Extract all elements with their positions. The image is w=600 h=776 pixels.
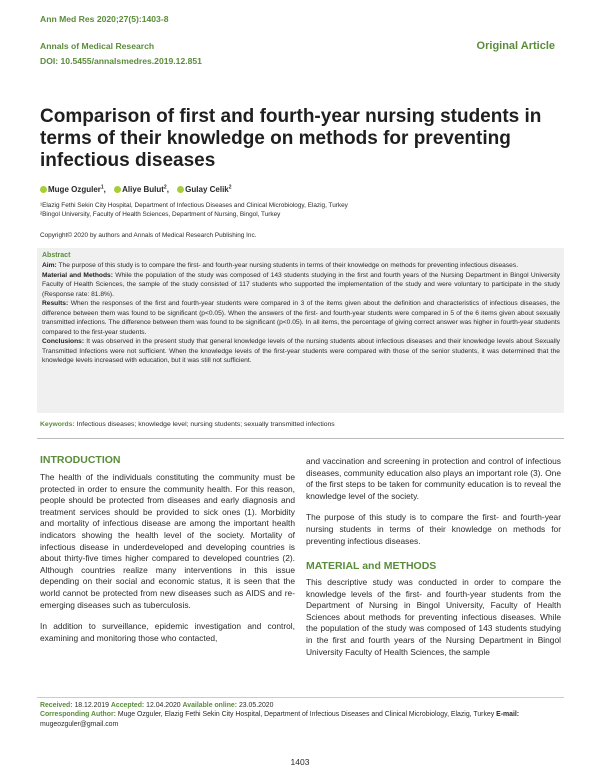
footer-divider [37, 697, 564, 698]
right-column [306, 456, 561, 557]
paragraph: The health of the individuals constituting the community must be protected in order to ensure the community health. For this reason, people should be protected from diseases and early diagnosis and treatment services should be provided to sick ones (1). Morbidity and mortality of infectious disease are among the important health indicators showing the health level of the society. Mortality of infectious disease in underdeveloped and developing countries is about thirty-five times higher compared to developed countries (2). Although countries realize many interventions in this issue depending on their social and economic status, it is seen that the world cannot be protected from new diseases such as AIDS and re-emerging diseases such as tuberculosis. [40, 472, 295, 610]
page-number: 1403 [290, 757, 310, 767]
citation: Ann Med Res 2020;27(5):1403-8 [40, 14, 169, 24]
article-title: Comparison of first and fourth-year nursing students in terms of their knowledge on methods for preventing infectious diseases [40, 106, 542, 171]
paragraph: The purpose of this study is to compare the first- and fourth-year nursing students in terms of their knowledge on methods for preventing infectious diseases. [306, 512, 561, 546]
paragraph: and vaccination and screening in protection and control of infectious diseases, community education also plays an important role (3). One of the first steps to be taken for community education is to reveal the knowledge level of the society. [306, 456, 561, 501]
introduction-heading: INTRODUCTION [40, 454, 121, 466]
affiliation: ²Bingol University, Faculty of Health Sciences, Department of Nursing, Bingol, Turkey [40, 211, 281, 218]
footer [40, 701, 562, 729]
email-link[interactable]: mugeozguler@gmail.com [40, 720, 119, 728]
author[interactable]: Gulay Celik$^2$ [177, 185, 231, 194]
journal-name: Annals of Medical Research [40, 41, 155, 51]
right-column-material [306, 577, 561, 668]
material-methods-heading: MATERIAL and METHODS [306, 560, 437, 572]
orcid-icon[interactable] [114, 186, 121, 193]
abstract-conclusions: Conclusions: It was observed in the present study that general knowledge levels of the nursing students about infectious diseases and their knowledge levels about Sexually Transmitted Infections were not sufficient. When the knowledge levels of the first-year students were compared with those of the senior students, it was determined that the knowledge levels increased with education, but it was still not sufficient. [42, 338, 560, 364]
paragraph: This descriptive study was conducted in order to compare the knowledge levels of the first- and fourth-year students from the Department of Nursing in Bingol University, Faculty of Health Sciences about methods for preventing infectious diseases. While the population of the study was composed of 143 students studying in the first and fourth years of the Nursing Department in Bingol University Faculty of Health Sciences, the sample [306, 577, 561, 657]
copyright-notice: Copyright© 2020 by authors and Annals of Medical Research Publishing Inc. [40, 232, 257, 239]
author-list [40, 184, 238, 194]
orcid-icon[interactable] [177, 186, 184, 193]
abstract-heading: Abstract [42, 252, 71, 259]
author[interactable]: Aliye Bulut$^2$, [114, 185, 169, 194]
paragraph: In addition to surveillance, epidemic investigation and control, examining and monitoring those who contacted, [40, 621, 295, 643]
affiliation: ¹Elazig Fethi Sekin City Hospital, Department of Infectious Diseases and Clinical Microbiology, Elazig, Turkey [40, 202, 348, 209]
orcid-icon[interactable] [40, 186, 47, 193]
corresponding-author: Corresponding Author: Muge Ozguler, Elazig Fethi Sekin City Hospital, Department of Infectious Diseases and Clinical Microbiology, Elazig, Turkey E-mail: mugeozguler@gmail.com [40, 711, 520, 728]
keywords: Keywords: Infectious diseases; knowledge level; nursing students; sexually transmitted infections [40, 421, 335, 428]
section-divider [37, 438, 564, 439]
abstract-aim: Aim: The purpose of this study is to compare the first- and fourth-year nursing students in terms of their knowledge on methods for preventing infectious diseases. [42, 262, 519, 269]
article-type: Original Article [476, 40, 555, 52]
abstract-methods: Material and Methods: While the population of the study was composed of 143 students studying in the first and fourth years of the Nursing Department in Bingol University Faculty of Health Sciences, the sample of the study consisted of 117 students who supported the implementation of the study and were voluntary to participate in the study (Response rate: 81.8%). [42, 271, 560, 298]
author[interactable]: Muge Ozguler$^1$, [40, 185, 106, 194]
abstract-results: Results: When the responses of the first and fourth-year students were compared in 3 of the items given about the definition and characteristics of infectious diseases, the difference between them was found to be significant (p<0.05). When the answers of the first- and fourth-year students were compared in 5 of the 6 items given about sexually transmitted infections. The difference between them was found to be significant (p<0.05). In all items, the percentage of giving correct answer was higher in fourth-year students compared to the first-year students. [42, 300, 560, 336]
left-column [40, 472, 295, 654]
doi-link[interactable]: DOI: 10.5455/annalsmedres.2019.12.851 [40, 56, 202, 66]
dates-line: Received: 18.12.2019 Accepted: 12.04.2020 Available online: 23.05.2020 [40, 702, 274, 709]
abstract-body [42, 261, 560, 366]
